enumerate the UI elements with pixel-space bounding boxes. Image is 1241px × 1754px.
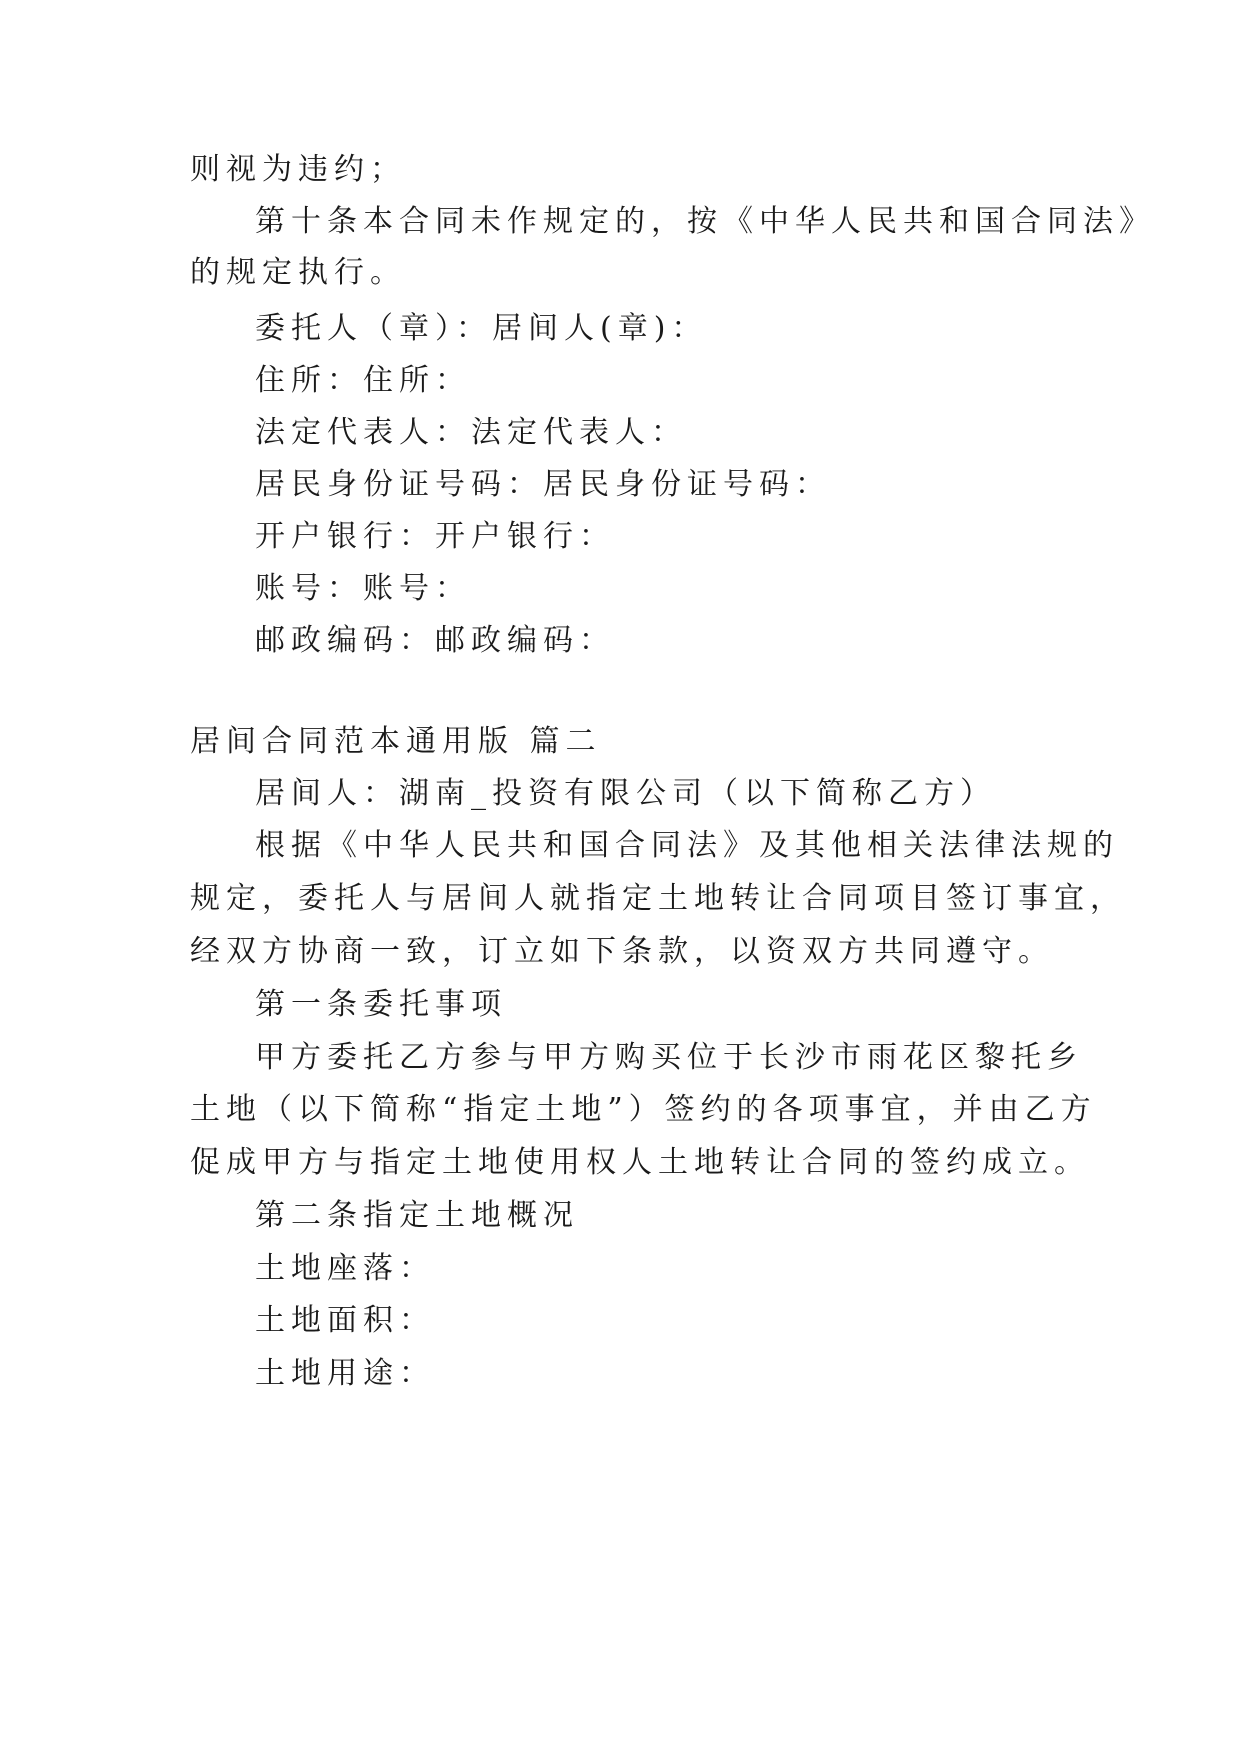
text-line: 土地用途： <box>255 1356 435 1391</box>
text-line: 邮政编码：邮政编码： <box>255 623 615 658</box>
text-line: 开户银行：开户银行： <box>255 519 615 554</box>
text-line: 居间人：湖南_投资有限公司（以下简称乙方） <box>255 776 996 811</box>
text-line: 土地（以下简称“指定土地”）签约的各项事宜，并由乙方 <box>190 1092 1097 1127</box>
text-line: 则视为违约； <box>190 152 406 187</box>
text-line: 甲方委托乙方参与甲方购买位于长沙市雨花区黎托乡 <box>255 1040 1083 1075</box>
text-line: 第二条指定土地概况 <box>255 1198 579 1233</box>
text-line: 根据《中华人民共和国合同法》及其他相关法律法规的 <box>255 828 1119 863</box>
section-heading: 居间合同范本通用版 篇二 <box>190 724 602 759</box>
text-line: 法定代表人：法定代表人： <box>255 415 687 450</box>
text-line: 住所：住所： <box>255 363 471 398</box>
text-line: 土地座落： <box>255 1251 435 1286</box>
text-line: 委托人（章）：居间人(章)： <box>255 311 708 346</box>
text-line: 居民身份证号码：居民身份证号码： <box>255 467 831 502</box>
text-line: 账号：账号： <box>255 571 471 606</box>
text-line: 土地面积： <box>255 1303 435 1338</box>
text-line: 的规定执行。 <box>190 255 406 290</box>
text-line: 第一条委托事项 <box>255 987 507 1022</box>
text-line: 经双方协商一致，订立如下条款，以资双方共同遵守。 <box>190 934 1054 969</box>
text-line: 规定，委托人与居间人就指定土地转让合同项目签订事宜， <box>190 881 1126 916</box>
text-line: 促成甲方与指定土地使用权人土地转让合同的签约成立。 <box>190 1145 1090 1180</box>
text-line: 第十条本合同未作规定的，按《中华人民共和国合同法》 <box>255 204 1155 239</box>
